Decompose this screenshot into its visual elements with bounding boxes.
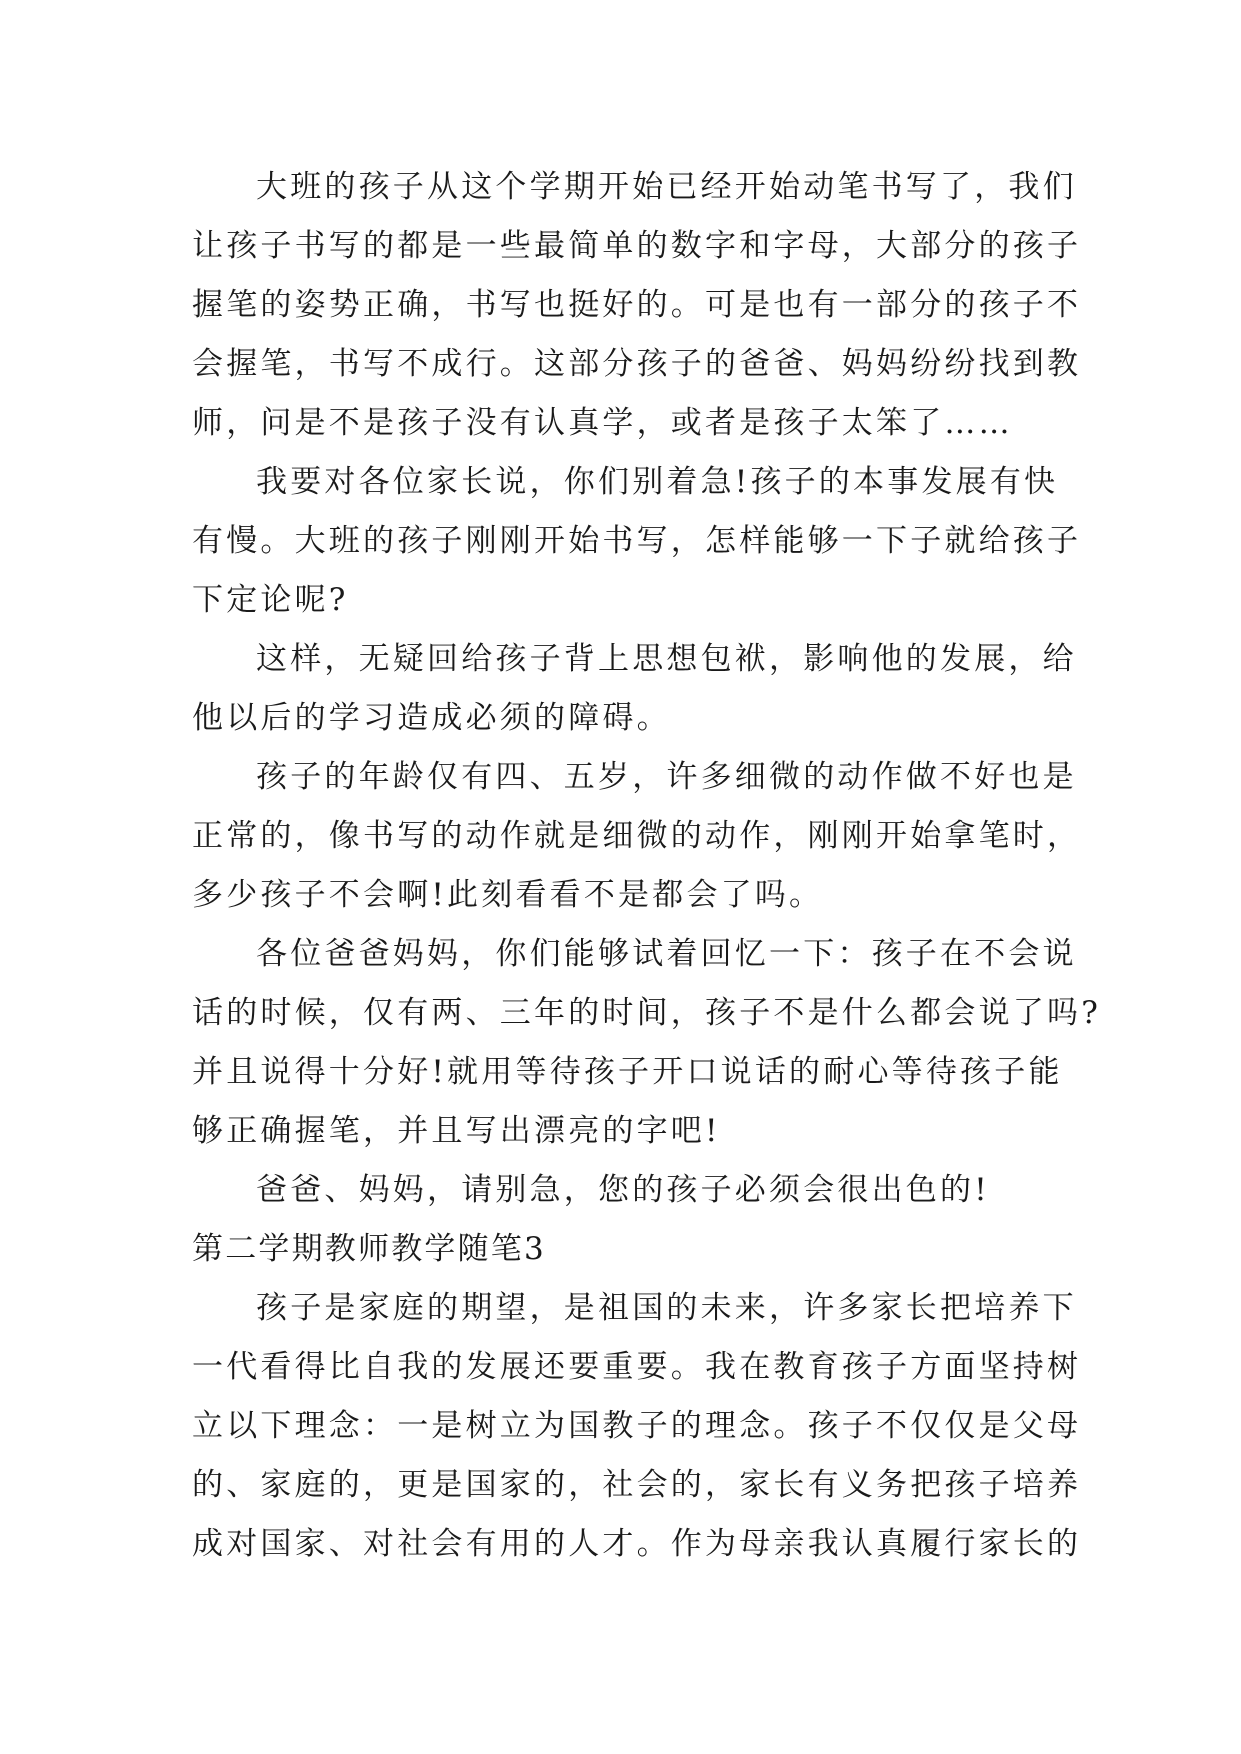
paragraph-5-line-2: 话的时候，仅有两、三年的时间，孩子不是什么都会说了吗? — [192, 995, 1102, 1031]
paragraph-7-line-4: 的、家庭的，更是国家的，社会的，家长有义务把孩子培养 — [192, 1467, 1082, 1503]
paragraph-3-line-2: 他以后的学习造成必须的障碍。 — [192, 700, 671, 736]
paragraph-4-line-3: 多少孩子不会啊!此刻看看不是都会了吗。 — [192, 877, 824, 913]
paragraph-7-line-3: 立以下理念：一是树立为国教子的理念。孩子不仅仅是父母 — [192, 1408, 1082, 1444]
section-heading: 第二学期教师教学随笔3 — [192, 1231, 546, 1267]
paragraph-2-line-2: 有慢。大班的孩子刚刚开始书写，怎样能够一下子就给孩子 — [192, 523, 1082, 559]
paragraph-6-line-1: 爸爸、妈妈，请别急，您的孩子必须会很出色的! — [256, 1172, 990, 1208]
paragraph-7-line-1: 孩子是家庭的期望，是祖国的未来，许多家长把培养下 — [256, 1290, 1077, 1326]
paragraph-1-line-3: 握笔的姿势正确，书写也挺好的。可是也有一部分的孩子不 — [192, 287, 1082, 323]
paragraph-4-line-2: 正常的，像书写的动作就是细微的动作，刚刚开始拿笔时， — [192, 818, 1082, 854]
paragraph-1-line-4: 会握笔，书写不成行。这部分孩子的爸爸、妈妈纷纷找到教 — [192, 346, 1082, 382]
paragraph-2-line-1: 我要对各位家长说，你们别着急!孩子的本事发展有快 — [256, 464, 1059, 500]
paragraph-1-line-2: 让孩子书写的都是一些最简单的数字和字母，大部分的孩子 — [192, 228, 1082, 264]
paragraph-2-line-3: 下定论呢? — [192, 582, 349, 618]
document-body — [192, 158, 1102, 1574]
paragraph-7-line-5: 成对国家、对社会有用的人才。作为母亲我认真履行家长的 — [192, 1526, 1082, 1562]
paragraph-7-line-2: 一代看得比自我的发展还要重要。我在教育孩子方面坚持树 — [192, 1349, 1082, 1385]
paragraph-1-line-5: 师，问是不是孩子没有认真学，或者是孩子太笨了…… — [192, 405, 1013, 441]
paragraph-5-line-1: 各位爸爸妈妈，你们能够试着回忆一下：孩子在不会说 — [256, 936, 1077, 972]
paragraph-3-line-1: 这样，无疑回给孩子背上思想包袱，影响他的发展，给 — [256, 641, 1077, 677]
paragraph-1-line-1: 大班的孩子从这个学期开始已经开始动笔书写了，我们 — [256, 169, 1077, 205]
paragraph-5-line-4: 够正确握笔，并且写出漂亮的字吧! — [192, 1113, 721, 1149]
paragraph-4-line-1: 孩子的年龄仅有四、五岁，许多细微的动作做不好也是 — [256, 759, 1077, 795]
paragraph-5-line-3: 并且说得十分好!就用等待孩子开口说话的耐心等待孩子能 — [192, 1054, 1063, 1090]
